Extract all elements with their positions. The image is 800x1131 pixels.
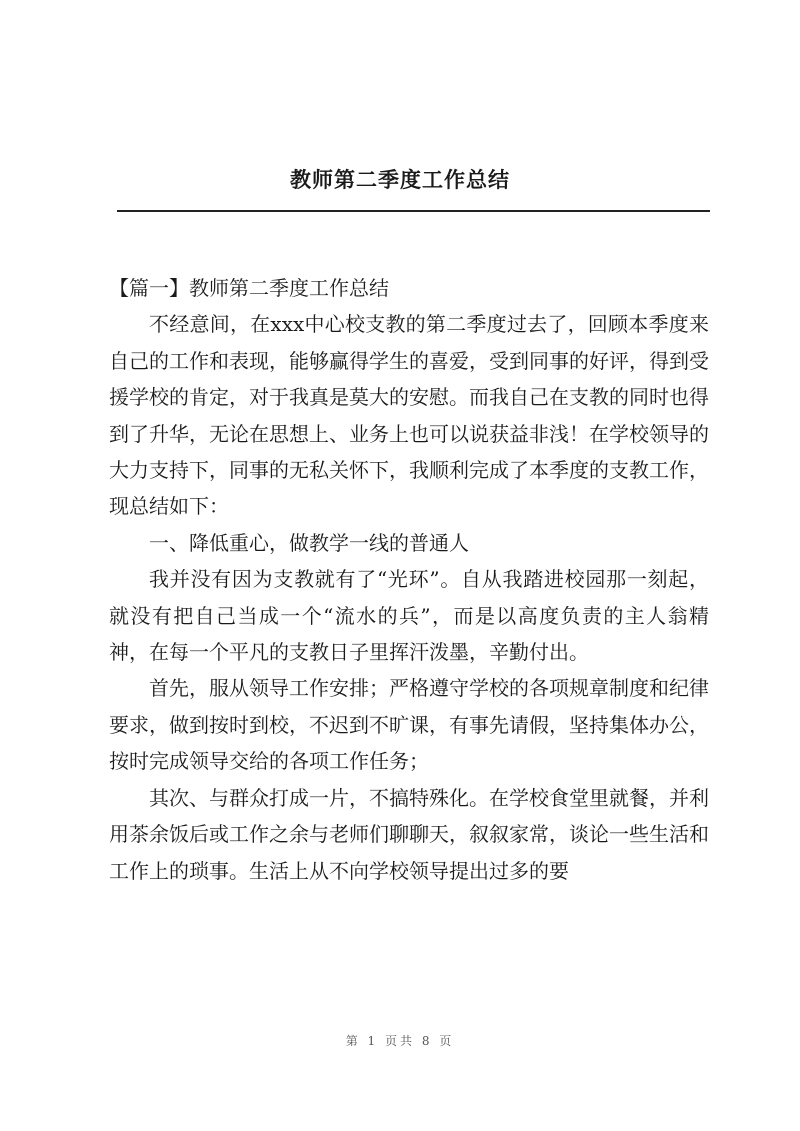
section-heading: 【篇一】教师第二季度工作总结 — [109, 276, 389, 300]
paragraph-first: 首先，服从领导工作安排；严格遵守学校的各项规章制度和纪律要求，做到按时到校，不迟到不旷课，有事先请假，坚持集体办公，按时完成领导交给的各项工作任务； — [109, 676, 709, 774]
paragraph-intro: 不经意间，在xxx中心校支教的第二季度过去了，回顾本季度来自己的工作和表现，能够赢得学生的喜爱，受到同事的好评，得到受援学校的肯定，对于我真是莫大的安慰。而我自己在支教的同时也得到了升华，无论在思想上、业务上也可以说获益非浅！在学校领导的大力支持下，同事的无私关怀下，我顺利完成了本季度的支教工作，现总结如下： — [109, 312, 709, 519]
paragraph-halo: 我并没有因为支教就有了“光环”。自从我踏进校园那一刻起，就没有把自己当成一个“流水的兵”，而是以高度负责的主人翁精神，在每一个平凡的支教日子里挥汗泼墨，辛勤付出。 — [109, 567, 709, 665]
document-body — [109, 270, 709, 889]
paragraph-second: 其次、与群众打成一片，不搞特殊化。在学校食堂里就餐，并利用茶余饭后或工作之余与老师们聊聊天，叙叙家常，谈论一些生活和工作上的琐事。生活上从不向学校领导提出过多的要 — [109, 785, 709, 883]
page-footer: 第 1 页共 8 页 — [345, 1034, 455, 1048]
page-title: 教师第二季度工作总结 — [290, 167, 510, 192]
subheading-1: 一、降低重心，做教学一线的普通人 — [149, 530, 469, 555]
title-divider — [117, 210, 710, 212]
